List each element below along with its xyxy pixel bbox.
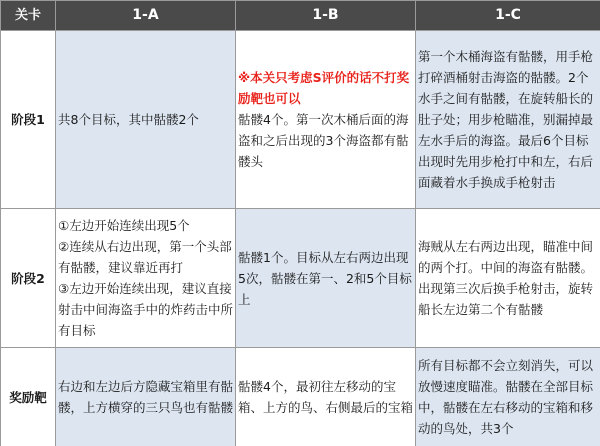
header-corner: 关卡: [1, 1, 56, 31]
cell-b: 骷髅4个，最初往左移动的宝箱、上方的鸟、右侧最后的宝箱: [236, 348, 416, 446]
warning-note: ※本关只考虑S评价的话不打奖励靶也可以: [238, 70, 410, 106]
cell-a: 右边和左边后方隐藏宝箱里有骷髅，上方横穿的三只鸟也有骷髅: [56, 348, 236, 446]
header-col-c: 1-C: [416, 1, 600, 31]
header-col-b: 1-B: [236, 1, 416, 31]
stage-label: 阶段1: [1, 31, 56, 209]
cell-c: 海贼从左右两边出现，瞄准中间的两个打。中间的海盗有骷髅。出现第三次后换手枪射击，旋转船长左边第二个有骷髅: [416, 209, 600, 348]
header-row: [1, 1, 600, 31]
step-line: ②连续从右边出现，第一个头部有骷髅，建议靠近再打: [58, 239, 232, 275]
cell-b: [236, 31, 416, 209]
table-row: [1, 31, 600, 209]
step-line: ①左边开始连续出现5个: [58, 218, 190, 233]
cell-c: 第一个木桶海盗有骷髅，用手枪打碎酒桶射击海盗的骷髅。2个水手之间有骷髅，在旋转船长的肚子处；用步枪瞄准，别漏掉最左水手后的海盗。最后6个目标出现时先用步枪打中和左，右后面藏着水手换成手枪射击: [416, 31, 600, 209]
table-row: [1, 209, 600, 348]
stage-label: 阶段2: [1, 209, 56, 348]
cell-b-text: 骷髅4个。第一次木桶后面的海盗和之后出现的3个海盗都有骷髅头: [238, 112, 409, 169]
step-line: ③左边开始连续出现，建议直接射击中间海盗手中的炸药击中所有目标: [58, 281, 234, 338]
cell-c: 所有目标都不会立刻消失，可以放慢速度瞄准。骷髅在全部目标中，骷髅在左右移动的宝箱和移动的鸟处，共3个: [416, 348, 600, 446]
cell-b: 骷髅1个。目标从左右两边出现5次，骷髅在第一、2和5个目标上: [236, 209, 416, 348]
cell-a: 共8个目标，其中骷髅2个: [56, 31, 236, 209]
header-col-a: 1-A: [56, 1, 236, 31]
cell-a: [56, 209, 236, 348]
stage-label: 奖励靶: [1, 348, 56, 446]
table-row: [1, 348, 600, 446]
